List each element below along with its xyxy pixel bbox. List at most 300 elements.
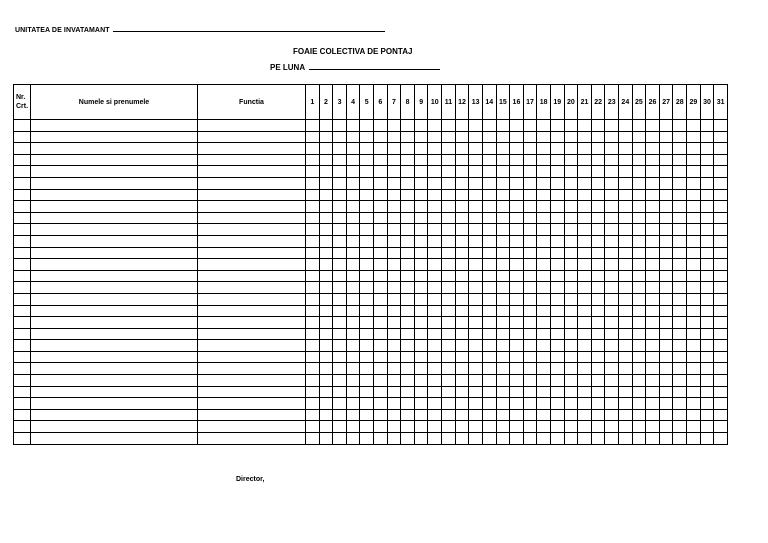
nr-cell[interactable] xyxy=(14,259,31,271)
day-cell[interactable] xyxy=(387,363,401,375)
day-cell[interactable] xyxy=(632,235,646,247)
day-cell[interactable] xyxy=(469,340,483,352)
day-cell[interactable] xyxy=(496,433,510,445)
day-cell[interactable] xyxy=(659,305,673,317)
day-cell[interactable] xyxy=(469,293,483,305)
day-cell[interactable] xyxy=(374,143,388,155)
day-cell[interactable] xyxy=(482,433,496,445)
function-cell[interactable] xyxy=(198,224,306,236)
day-cell[interactable] xyxy=(550,421,564,433)
day-cell[interactable] xyxy=(401,386,415,398)
day-cell[interactable] xyxy=(346,317,360,329)
day-cell[interactable] xyxy=(537,247,551,259)
day-cell[interactable] xyxy=(619,224,633,236)
day-cell[interactable] xyxy=(319,433,333,445)
day-cell[interactable] xyxy=(333,166,347,178)
day-cell[interactable] xyxy=(401,201,415,213)
day-cell[interactable] xyxy=(414,224,428,236)
day-cell[interactable] xyxy=(591,305,605,317)
day-cell[interactable] xyxy=(469,154,483,166)
day-cell[interactable] xyxy=(700,398,714,410)
day-cell[interactable] xyxy=(333,270,347,282)
day-cell[interactable] xyxy=(306,293,320,305)
day-cell[interactable] xyxy=(632,143,646,155)
day-cell[interactable] xyxy=(319,409,333,421)
day-cell[interactable] xyxy=(537,154,551,166)
day-cell[interactable] xyxy=(455,421,469,433)
function-cell[interactable] xyxy=(198,259,306,271)
day-cell[interactable] xyxy=(632,328,646,340)
day-cell[interactable] xyxy=(333,375,347,387)
day-cell[interactable] xyxy=(401,293,415,305)
day-cell[interactable] xyxy=(428,120,442,132)
day-cell[interactable] xyxy=(333,317,347,329)
name-cell[interactable] xyxy=(31,433,198,445)
day-cell[interactable] xyxy=(659,247,673,259)
day-cell[interactable] xyxy=(387,398,401,410)
day-cell[interactable] xyxy=(442,398,456,410)
day-cell[interactable] xyxy=(591,166,605,178)
day-cell[interactable] xyxy=(428,189,442,201)
day-cell[interactable] xyxy=(510,143,524,155)
day-cell[interactable] xyxy=(442,131,456,143)
day-cell[interactable] xyxy=(605,375,619,387)
day-cell[interactable] xyxy=(687,259,701,271)
day-cell[interactable] xyxy=(333,328,347,340)
day-cell[interactable] xyxy=(673,259,687,271)
day-cell[interactable] xyxy=(455,293,469,305)
day-cell[interactable] xyxy=(428,305,442,317)
nr-cell[interactable] xyxy=(14,409,31,421)
day-cell[interactable] xyxy=(687,154,701,166)
day-cell[interactable] xyxy=(346,386,360,398)
day-cell[interactable] xyxy=(578,270,592,282)
day-cell[interactable] xyxy=(687,143,701,155)
day-cell[interactable] xyxy=(700,212,714,224)
day-cell[interactable] xyxy=(591,212,605,224)
day-cell[interactable] xyxy=(482,201,496,213)
day-cell[interactable] xyxy=(714,317,728,329)
function-cell[interactable] xyxy=(198,328,306,340)
day-cell[interactable] xyxy=(659,259,673,271)
day-cell[interactable] xyxy=(619,317,633,329)
day-cell[interactable] xyxy=(687,282,701,294)
day-cell[interactable] xyxy=(591,293,605,305)
day-cell[interactable] xyxy=(428,247,442,259)
day-cell[interactable] xyxy=(306,351,320,363)
day-cell[interactable] xyxy=(714,259,728,271)
day-cell[interactable] xyxy=(496,247,510,259)
function-cell[interactable] xyxy=(198,363,306,375)
name-cell[interactable] xyxy=(31,409,198,421)
day-cell[interactable] xyxy=(442,351,456,363)
day-cell[interactable] xyxy=(387,212,401,224)
day-cell[interactable] xyxy=(401,433,415,445)
day-cell[interactable] xyxy=(687,305,701,317)
day-cell[interactable] xyxy=(632,177,646,189)
day-cell[interactable] xyxy=(632,189,646,201)
day-cell[interactable] xyxy=(319,340,333,352)
nr-cell[interactable] xyxy=(14,351,31,363)
day-cell[interactable] xyxy=(523,259,537,271)
name-cell[interactable] xyxy=(31,317,198,329)
day-cell[interactable] xyxy=(346,363,360,375)
day-cell[interactable] xyxy=(687,409,701,421)
day-cell[interactable] xyxy=(632,131,646,143)
day-cell[interactable] xyxy=(469,363,483,375)
nr-cell[interactable] xyxy=(14,421,31,433)
day-cell[interactable] xyxy=(346,224,360,236)
name-cell[interactable] xyxy=(31,154,198,166)
day-cell[interactable] xyxy=(428,177,442,189)
function-cell[interactable] xyxy=(198,340,306,352)
day-cell[interactable] xyxy=(333,433,347,445)
day-cell[interactable] xyxy=(619,177,633,189)
day-cell[interactable] xyxy=(496,189,510,201)
day-cell[interactable] xyxy=(496,235,510,247)
day-cell[interactable] xyxy=(591,398,605,410)
day-cell[interactable] xyxy=(333,154,347,166)
day-cell[interactable] xyxy=(360,305,374,317)
day-cell[interactable] xyxy=(523,340,537,352)
day-cell[interactable] xyxy=(578,131,592,143)
day-cell[interactable] xyxy=(401,131,415,143)
day-cell[interactable] xyxy=(550,351,564,363)
day-cell[interactable] xyxy=(632,201,646,213)
day-cell[interactable] xyxy=(414,317,428,329)
day-cell[interactable] xyxy=(523,154,537,166)
day-cell[interactable] xyxy=(374,201,388,213)
day-cell[interactable] xyxy=(496,409,510,421)
day-cell[interactable] xyxy=(455,259,469,271)
day-cell[interactable] xyxy=(482,247,496,259)
day-cell[interactable] xyxy=(673,351,687,363)
day-cell[interactable] xyxy=(632,421,646,433)
day-cell[interactable] xyxy=(496,270,510,282)
nr-cell[interactable] xyxy=(14,305,31,317)
day-cell[interactable] xyxy=(401,259,415,271)
day-cell[interactable] xyxy=(306,120,320,132)
day-cell[interactable] xyxy=(646,247,660,259)
day-cell[interactable] xyxy=(700,375,714,387)
day-cell[interactable] xyxy=(564,282,578,294)
day-cell[interactable] xyxy=(360,328,374,340)
day-cell[interactable] xyxy=(319,120,333,132)
day-cell[interactable] xyxy=(442,293,456,305)
function-cell[interactable] xyxy=(198,433,306,445)
day-cell[interactable] xyxy=(333,293,347,305)
day-cell[interactable] xyxy=(564,293,578,305)
day-cell[interactable] xyxy=(619,270,633,282)
day-cell[interactable] xyxy=(387,293,401,305)
day-cell[interactable] xyxy=(646,154,660,166)
day-cell[interactable] xyxy=(496,177,510,189)
day-cell[interactable] xyxy=(523,235,537,247)
day-cell[interactable] xyxy=(333,212,347,224)
day-cell[interactable] xyxy=(646,409,660,421)
day-cell[interactable] xyxy=(564,317,578,329)
day-cell[interactable] xyxy=(414,375,428,387)
nr-cell[interactable] xyxy=(14,166,31,178)
day-cell[interactable] xyxy=(714,143,728,155)
day-cell[interactable] xyxy=(496,351,510,363)
day-cell[interactable] xyxy=(319,212,333,224)
day-cell[interactable] xyxy=(714,375,728,387)
day-cell[interactable] xyxy=(564,259,578,271)
day-cell[interactable] xyxy=(523,247,537,259)
day-cell[interactable] xyxy=(537,212,551,224)
day-cell[interactable] xyxy=(387,143,401,155)
day-cell[interactable] xyxy=(550,131,564,143)
day-cell[interactable] xyxy=(564,328,578,340)
day-cell[interactable] xyxy=(319,282,333,294)
day-cell[interactable] xyxy=(714,189,728,201)
day-cell[interactable] xyxy=(455,247,469,259)
day-cell[interactable] xyxy=(428,224,442,236)
day-cell[interactable] xyxy=(673,317,687,329)
day-cell[interactable] xyxy=(387,386,401,398)
day-cell[interactable] xyxy=(523,375,537,387)
nr-cell[interactable] xyxy=(14,363,31,375)
day-cell[interactable] xyxy=(537,235,551,247)
day-cell[interactable] xyxy=(537,120,551,132)
day-cell[interactable] xyxy=(564,212,578,224)
day-cell[interactable] xyxy=(469,166,483,178)
day-cell[interactable] xyxy=(523,398,537,410)
day-cell[interactable] xyxy=(319,270,333,282)
day-cell[interactable] xyxy=(401,398,415,410)
day-cell[interactable] xyxy=(659,270,673,282)
day-cell[interactable] xyxy=(714,212,728,224)
day-cell[interactable] xyxy=(333,131,347,143)
day-cell[interactable] xyxy=(632,375,646,387)
day-cell[interactable] xyxy=(442,235,456,247)
day-cell[interactable] xyxy=(564,120,578,132)
day-cell[interactable] xyxy=(687,421,701,433)
day-cell[interactable] xyxy=(523,201,537,213)
day-cell[interactable] xyxy=(333,340,347,352)
day-cell[interactable] xyxy=(591,363,605,375)
day-cell[interactable] xyxy=(428,166,442,178)
day-cell[interactable] xyxy=(714,224,728,236)
day-cell[interactable] xyxy=(632,224,646,236)
day-cell[interactable] xyxy=(714,433,728,445)
day-cell[interactable] xyxy=(469,317,483,329)
day-cell[interactable] xyxy=(510,351,524,363)
day-cell[interactable] xyxy=(510,189,524,201)
day-cell[interactable] xyxy=(346,143,360,155)
day-cell[interactable] xyxy=(414,351,428,363)
day-cell[interactable] xyxy=(360,409,374,421)
day-cell[interactable] xyxy=(414,120,428,132)
day-cell[interactable] xyxy=(374,293,388,305)
day-cell[interactable] xyxy=(374,375,388,387)
day-cell[interactable] xyxy=(537,375,551,387)
function-cell[interactable] xyxy=(198,398,306,410)
day-cell[interactable] xyxy=(550,433,564,445)
day-cell[interactable] xyxy=(306,386,320,398)
day-cell[interactable] xyxy=(564,398,578,410)
day-cell[interactable] xyxy=(319,375,333,387)
day-cell[interactable] xyxy=(387,375,401,387)
day-cell[interactable] xyxy=(537,351,551,363)
day-cell[interactable] xyxy=(387,120,401,132)
day-cell[interactable] xyxy=(646,375,660,387)
day-cell[interactable] xyxy=(591,270,605,282)
day-cell[interactable] xyxy=(442,409,456,421)
day-cell[interactable] xyxy=(333,363,347,375)
day-cell[interactable] xyxy=(442,270,456,282)
day-cell[interactable] xyxy=(455,433,469,445)
day-cell[interactable] xyxy=(319,189,333,201)
day-cell[interactable] xyxy=(496,340,510,352)
day-cell[interactable] xyxy=(414,143,428,155)
day-cell[interactable] xyxy=(564,409,578,421)
day-cell[interactable] xyxy=(442,247,456,259)
day-cell[interactable] xyxy=(659,386,673,398)
day-cell[interactable] xyxy=(605,247,619,259)
day-cell[interactable] xyxy=(414,247,428,259)
day-cell[interactable] xyxy=(482,363,496,375)
day-cell[interactable] xyxy=(428,201,442,213)
day-cell[interactable] xyxy=(510,293,524,305)
function-cell[interactable] xyxy=(198,247,306,259)
day-cell[interactable] xyxy=(401,154,415,166)
day-cell[interactable] xyxy=(510,398,524,410)
day-cell[interactable] xyxy=(306,270,320,282)
day-cell[interactable] xyxy=(414,421,428,433)
day-cell[interactable] xyxy=(537,340,551,352)
day-cell[interactable] xyxy=(578,340,592,352)
day-cell[interactable] xyxy=(455,201,469,213)
day-cell[interactable] xyxy=(659,212,673,224)
day-cell[interactable] xyxy=(401,270,415,282)
day-cell[interactable] xyxy=(605,363,619,375)
day-cell[interactable] xyxy=(700,409,714,421)
day-cell[interactable] xyxy=(591,154,605,166)
name-cell[interactable] xyxy=(31,131,198,143)
day-cell[interactable] xyxy=(673,340,687,352)
day-cell[interactable] xyxy=(319,201,333,213)
day-cell[interactable] xyxy=(578,398,592,410)
day-cell[interactable] xyxy=(510,212,524,224)
day-cell[interactable] xyxy=(428,421,442,433)
day-cell[interactable] xyxy=(442,143,456,155)
day-cell[interactable] xyxy=(510,409,524,421)
function-cell[interactable] xyxy=(198,317,306,329)
day-cell[interactable] xyxy=(564,177,578,189)
day-cell[interactable] xyxy=(319,305,333,317)
day-cell[interactable] xyxy=(360,131,374,143)
name-cell[interactable] xyxy=(31,398,198,410)
day-cell[interactable] xyxy=(591,143,605,155)
day-cell[interactable] xyxy=(306,212,320,224)
day-cell[interactable] xyxy=(442,433,456,445)
day-cell[interactable] xyxy=(510,247,524,259)
day-cell[interactable] xyxy=(632,317,646,329)
day-cell[interactable] xyxy=(605,328,619,340)
day-cell[interactable] xyxy=(537,143,551,155)
day-cell[interactable] xyxy=(687,120,701,132)
day-cell[interactable] xyxy=(510,317,524,329)
nr-cell[interactable] xyxy=(14,143,31,155)
day-cell[interactable] xyxy=(673,166,687,178)
day-cell[interactable] xyxy=(414,166,428,178)
day-cell[interactable] xyxy=(482,305,496,317)
day-cell[interactable] xyxy=(374,282,388,294)
day-cell[interactable] xyxy=(523,305,537,317)
day-cell[interactable] xyxy=(550,398,564,410)
function-cell[interactable] xyxy=(198,409,306,421)
day-cell[interactable] xyxy=(591,386,605,398)
day-cell[interactable] xyxy=(700,293,714,305)
day-cell[interactable] xyxy=(510,270,524,282)
nr-cell[interactable] xyxy=(14,120,31,132)
day-cell[interactable] xyxy=(469,282,483,294)
day-cell[interactable] xyxy=(673,421,687,433)
day-cell[interactable] xyxy=(659,328,673,340)
day-cell[interactable] xyxy=(578,421,592,433)
name-cell[interactable] xyxy=(31,247,198,259)
day-cell[interactable] xyxy=(455,340,469,352)
day-cell[interactable] xyxy=(523,363,537,375)
day-cell[interactable] xyxy=(550,201,564,213)
day-cell[interactable] xyxy=(401,120,415,132)
day-cell[interactable] xyxy=(306,259,320,271)
day-cell[interactable] xyxy=(469,201,483,213)
day-cell[interactable] xyxy=(360,247,374,259)
day-cell[interactable] xyxy=(428,282,442,294)
day-cell[interactable] xyxy=(523,328,537,340)
day-cell[interactable] xyxy=(687,224,701,236)
function-cell[interactable] xyxy=(198,375,306,387)
day-cell[interactable] xyxy=(673,433,687,445)
day-cell[interactable] xyxy=(401,189,415,201)
day-cell[interactable] xyxy=(414,201,428,213)
day-cell[interactable] xyxy=(537,317,551,329)
day-cell[interactable] xyxy=(482,409,496,421)
day-cell[interactable] xyxy=(469,143,483,155)
day-cell[interactable] xyxy=(333,259,347,271)
day-cell[interactable] xyxy=(387,177,401,189)
day-cell[interactable] xyxy=(428,433,442,445)
day-cell[interactable] xyxy=(442,212,456,224)
day-cell[interactable] xyxy=(442,340,456,352)
day-cell[interactable] xyxy=(510,340,524,352)
name-cell[interactable] xyxy=(31,270,198,282)
day-cell[interactable] xyxy=(619,166,633,178)
day-cell[interactable] xyxy=(346,235,360,247)
day-cell[interactable] xyxy=(510,386,524,398)
name-cell[interactable] xyxy=(31,166,198,178)
day-cell[interactable] xyxy=(333,235,347,247)
day-cell[interactable] xyxy=(360,166,374,178)
day-cell[interactable] xyxy=(564,270,578,282)
nr-cell[interactable] xyxy=(14,212,31,224)
day-cell[interactable] xyxy=(401,212,415,224)
day-cell[interactable] xyxy=(442,363,456,375)
day-cell[interactable] xyxy=(646,317,660,329)
day-cell[interactable] xyxy=(469,247,483,259)
day-cell[interactable] xyxy=(319,398,333,410)
day-cell[interactable] xyxy=(537,363,551,375)
day-cell[interactable] xyxy=(673,177,687,189)
day-cell[interactable] xyxy=(360,143,374,155)
day-cell[interactable] xyxy=(496,166,510,178)
day-cell[interactable] xyxy=(496,224,510,236)
day-cell[interactable] xyxy=(374,235,388,247)
function-cell[interactable] xyxy=(198,154,306,166)
